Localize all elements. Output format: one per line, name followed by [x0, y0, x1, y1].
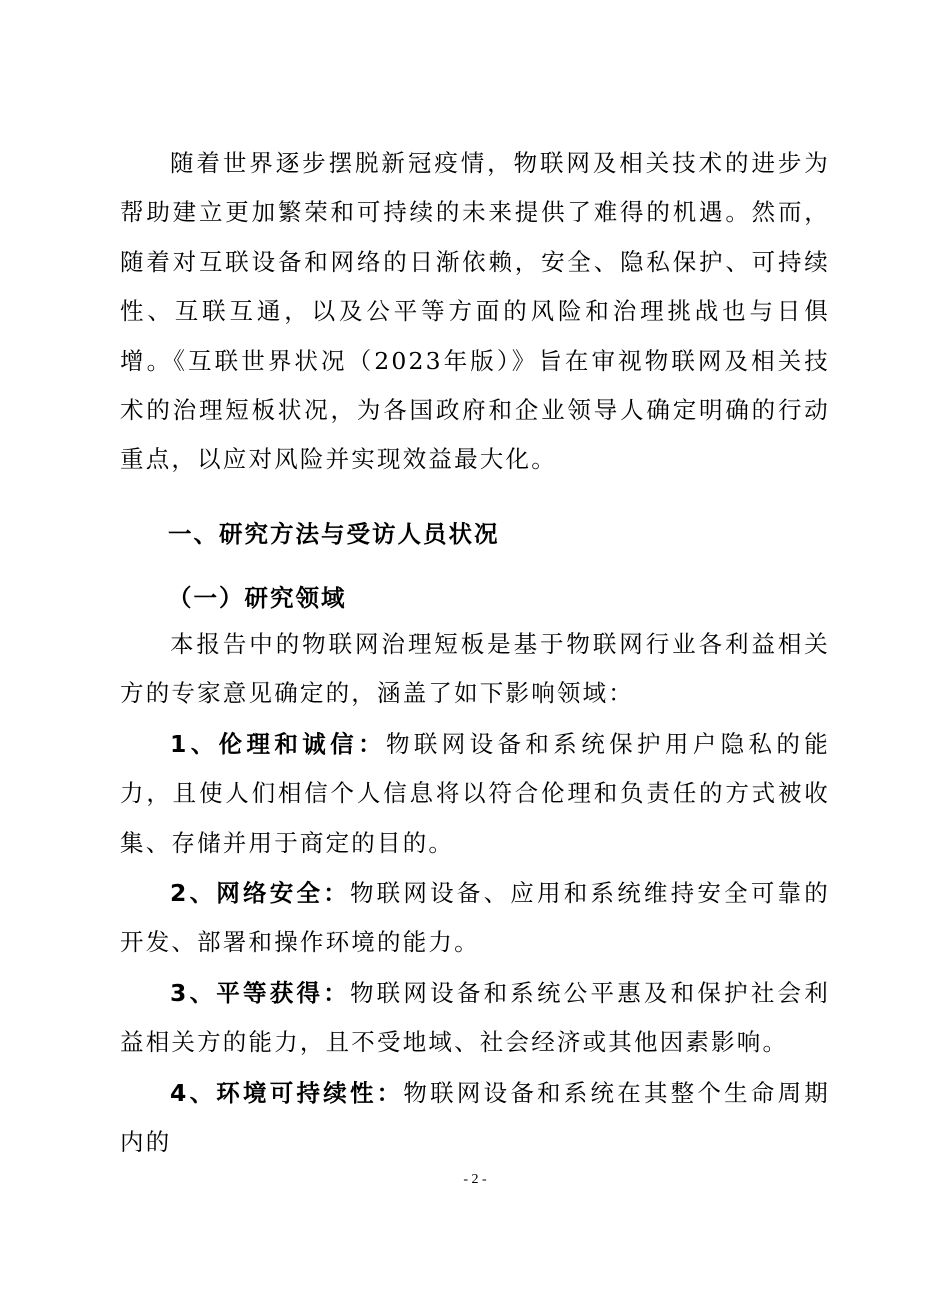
sub-heading: （一）研究领域	[168, 584, 347, 612]
item-text: 物联网设备和系统在其整个生命周期内的	[120, 1078, 831, 1157]
list-item	[120, 720, 830, 868]
item-term: 1、伦理和诚信：	[170, 729, 386, 758]
research-areas-block	[120, 620, 830, 1167]
page-number: - 2 -	[463, 1172, 487, 1187]
intro-block	[120, 139, 830, 485]
item-text: 物联网设备、应用和系统维持安全可靠的开发、部署和操作环境的能力。	[120, 879, 830, 957]
item-term: 2、网络安全：	[170, 879, 350, 908]
section-heading: 一、研究方法与受访人员状况	[168, 520, 500, 548]
list-item	[120, 1069, 830, 1168]
item-text: 物联网设备和系统保护用户隐私的能力，且使人们相信个人信息将以符合伦理和负责任的方式被收集、存储并用于商定的目的。	[120, 729, 831, 857]
item-term: 3、平等获得：	[170, 978, 350, 1007]
sub-intro-paragraph: 本报告中的物联网治理短板是基于物联网行业各利益相关方的专家意见确定的，涵盖了如下影响领域：	[120, 630, 830, 708]
item-term: 4、环境可持续性：	[170, 1078, 404, 1107]
list-item	[120, 869, 830, 968]
intro-paragraph: 随着世界逐步摆脱新冠疫情，物联网及相关技术的进步为帮助建立更加繁荣和可持续的未来提供了难得的机遇。然而，随着对互联设备和网络的日渐依赖，安全、隐私保护、可持续性、互联互通，以及公平等方面的风险和治理挑战也与日俱增。《互联世界状况（2023年版）》旨在审视物联网及相关技术的治理短板状况，为各国政府和企业领导人确定明确的行动重点，以应对风险并实现效益最大化。	[120, 149, 830, 474]
item-text: 物联网设备和系统公平惠及和保护社会利益相关方的能力，且不受地域、社会经济或其他因素影响。	[120, 978, 830, 1057]
list-item	[120, 969, 830, 1068]
